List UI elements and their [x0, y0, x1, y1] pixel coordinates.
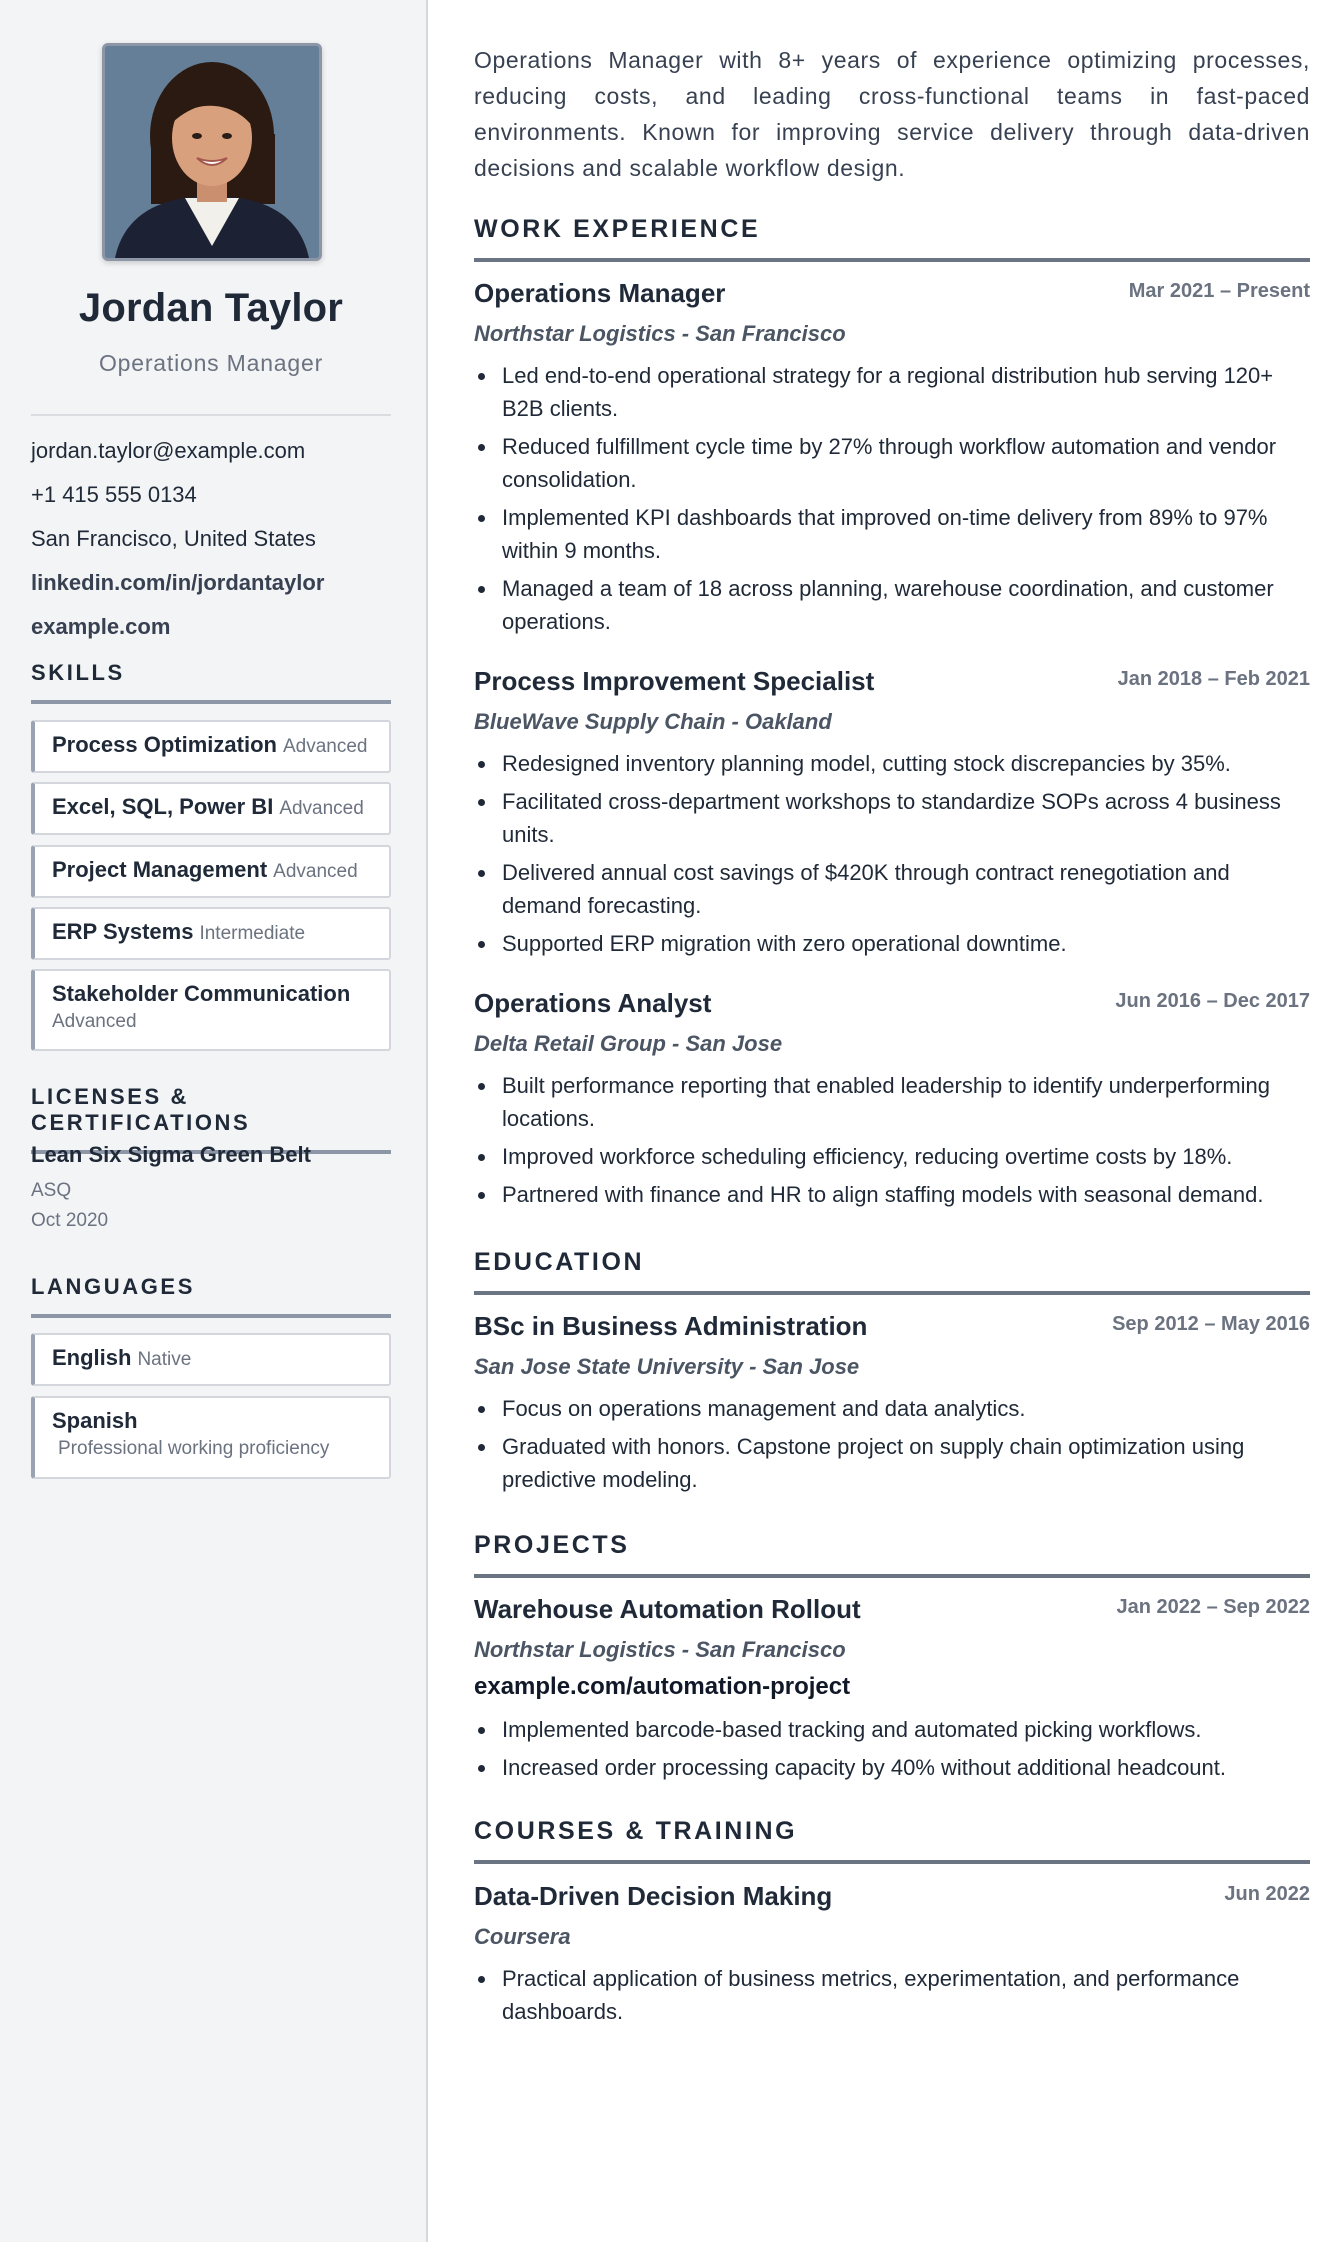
experience-entry — [474, 666, 1310, 965]
list-item: Graduated with honors. Capstone project on supply chain optimization using predictive modeling. — [474, 1430, 1310, 1496]
list-item: Facilitated cross-department workshops to standardize SOPs across 4 business units. — [474, 785, 1310, 851]
experience-entry — [474, 278, 1310, 643]
job-bullets — [474, 359, 1310, 638]
skill-chip — [31, 720, 391, 773]
job-title: Operations Analyst — [474, 988, 712, 1018]
list-item: Practical application of business metrics, experimentation, and performance dashboards. — [474, 1962, 1310, 2028]
list-item: Implemented KPI dashboards that improved on-time delivery from 89% to 97% within 9 months. — [474, 501, 1310, 567]
contact-location: San Francisco, United States — [31, 526, 316, 551]
language-level: Native — [137, 1349, 192, 1370]
list-item: Delivered annual cost savings of $420K through contract renegotiation and demand forecasting. — [474, 856, 1310, 922]
portrait-icon — [105, 46, 319, 258]
course-entry — [474, 1881, 1310, 2033]
list-item: Redesigned inventory planning model, cutting stock discrepancies by 35%. — [474, 747, 1310, 780]
skill-level: Advanced — [279, 798, 364, 819]
project-bullets — [474, 1713, 1310, 1784]
contact-list — [31, 435, 391, 655]
skill-level: Advanced — [273, 861, 358, 882]
cert-issuer: ASQ — [31, 1180, 72, 1201]
project-date: Jan 2022 – Sep 2022 — [1116, 1596, 1310, 1618]
cert-date: Oct 2020 — [31, 1210, 109, 1231]
list-item: Led end-to-end operational strategy for a regional distribution hub serving 120+ B2B clients. — [474, 359, 1310, 425]
job-organization: BlueWave Supply Chain - Oakland — [474, 709, 832, 734]
languages-heading: LANGUAGES — [31, 1274, 391, 1318]
divider — [31, 414, 391, 416]
skill-name: Process Optimization — [52, 732, 277, 757]
job-date: Jan 2018 – Feb 2021 — [1117, 668, 1310, 690]
education-date: Sep 2012 – May 2016 — [1112, 1313, 1310, 1335]
course-date: Jun 2022 — [1224, 1883, 1310, 1905]
candidate-name: Jordan Taylor — [78, 286, 344, 330]
project-entry — [474, 1594, 1310, 1789]
contact-phone[interactable]: +1 415 555 0134 — [31, 482, 197, 507]
language-level: Professional working proficiency — [58, 1438, 330, 1459]
skill-level: Intermediate — [199, 923, 306, 944]
course-title: Data-Driven Decision Making — [474, 1881, 833, 1911]
job-bullets — [474, 747, 1310, 960]
job-title: Operations Manager — [474, 278, 726, 308]
skill-level: Advanced — [52, 1011, 137, 1032]
skill-name: ERP Systems — [52, 919, 194, 944]
contact-website[interactable]: example.com — [31, 614, 171, 639]
skill-chip — [31, 907, 391, 960]
language-name: Spanish — [52, 1408, 138, 1433]
project-organization: Northstar Logistics - San Francisco — [474, 1637, 846, 1662]
contact-linkedin[interactable]: linkedin.com/in/jordantaylor — [31, 570, 325, 595]
list-item: Focus on operations management and data analytics. — [474, 1392, 1310, 1425]
skill-level: Advanced — [282, 736, 368, 757]
language-name: English — [52, 1345, 132, 1370]
skills-heading: SKILLS — [31, 660, 391, 704]
course-bullets — [474, 1962, 1310, 2028]
job-organization: Delta Retail Group - San Jose — [474, 1031, 783, 1056]
education-bullets — [474, 1392, 1310, 1496]
sidebar — [0, 0, 428, 2242]
contact-email[interactable]: jordan.taylor@example.com — [31, 438, 306, 463]
experience-entry — [474, 988, 1310, 1216]
job-organization: Northstar Logistics - San Francisco — [474, 321, 846, 346]
list-item: Reduced fulfillment cycle time by 27% through workflow automation and vendor consolidation. — [474, 430, 1310, 496]
list-item: Supported ERP migration with zero operational downtime. — [474, 927, 1310, 960]
list-item: Increased order processing capacity by 40% without additional headcount. — [474, 1751, 1310, 1784]
job-date: Jun 2016 – Dec 2017 — [1115, 990, 1310, 1012]
project-link[interactable]: example.com/automation-project — [474, 1673, 851, 1700]
projects-heading: PROJECTS — [474, 1531, 1310, 1578]
courses-heading: COURSES & TRAINING — [474, 1817, 1310, 1864]
skill-chip — [31, 845, 391, 898]
profile-photo — [102, 43, 322, 261]
certifications-heading: LICENSES & CERTIFICATIONS — [31, 1084, 391, 1154]
job-date: Mar 2021 – Present — [1128, 280, 1310, 302]
language-chip — [31, 1396, 391, 1479]
professional-summary: Operations Manager with 8+ years of experience optimizing processes, reducing costs, and leading cross-functional teams in fast-paced environments. Known for improving service delivery through data-driven decisions and scalable workflow design. — [474, 47, 1310, 181]
cert-name: Lean Six Sigma Green Belt — [31, 1142, 311, 1167]
education-heading: EDUCATION — [474, 1248, 1310, 1295]
list-item: Implemented barcode-based tracking and automated picking workflows. — [474, 1713, 1310, 1746]
job-bullets — [474, 1069, 1310, 1211]
degree-title: BSc in Business Administration — [474, 1311, 868, 1341]
skill-chip — [31, 782, 391, 835]
skill-name: Excel, SQL, Power BI — [52, 794, 274, 819]
list-item: Improved workforce scheduling efficiency, reducing overtime costs by 18%. — [474, 1140, 1310, 1173]
list-item: Partnered with finance and HR to align staffing models with seasonal demand. — [474, 1178, 1310, 1211]
course-provider: Coursera — [474, 1924, 571, 1949]
job-title: Process Improvement Specialist — [474, 666, 875, 696]
education-entry — [474, 1311, 1310, 1501]
candidate-title: Operations Manager — [98, 350, 324, 376]
list-item: Built performance reporting that enabled leadership to identify underperforming locations. — [474, 1069, 1310, 1135]
skill-name: Project Management — [52, 857, 268, 882]
skill-name: Stakeholder Communication — [52, 981, 351, 1006]
list-item: Managed a team of 18 across planning, warehouse coordination, and customer operations. — [474, 572, 1310, 638]
experience-heading: WORK EXPERIENCE — [474, 215, 1310, 262]
skill-chip — [31, 969, 391, 1051]
project-title: Warehouse Automation Rollout — [474, 1594, 861, 1624]
school-name: San Jose State University - San Jose — [474, 1354, 860, 1379]
language-chip — [31, 1333, 391, 1386]
